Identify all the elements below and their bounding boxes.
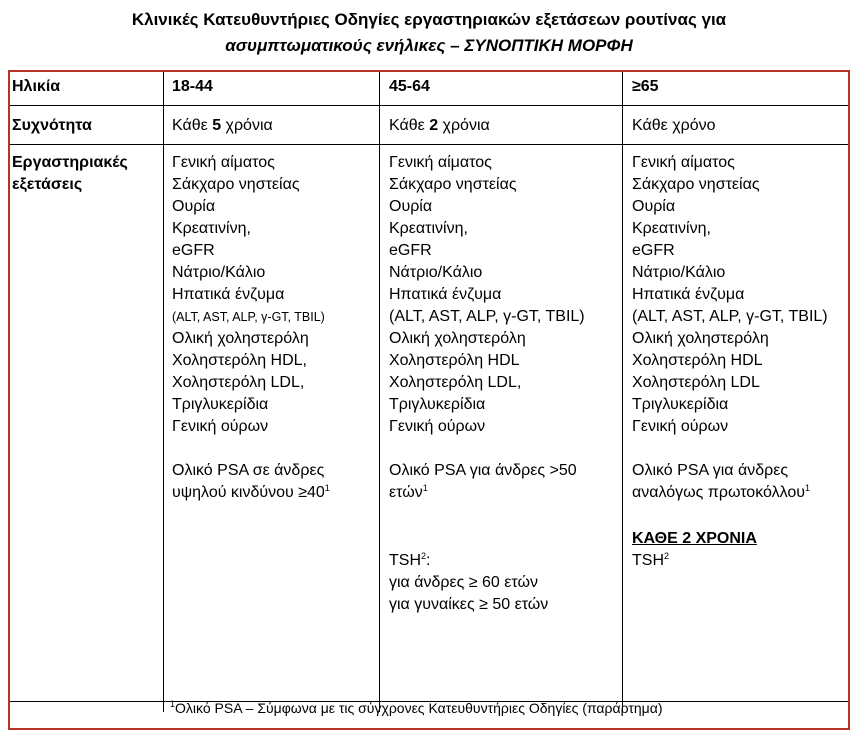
list-item: eGFR — [632, 242, 675, 259]
document-title-line1: Κλινικές Κατευθυντήριες Οδηγίες εργαστηριακών εξετάσεων ρουτίνας για — [131, 10, 727, 29]
list-item: Χοληστερόλη LDL — [632, 374, 760, 391]
list-item: Κρεατινίνη, — [172, 220, 251, 237]
column-divider — [622, 72, 623, 712]
list-item: Χοληστερόλη LDL, — [172, 374, 305, 391]
list-item: Νάτριο/Κάλιο — [389, 264, 483, 281]
age-group-header: ≥65 — [632, 78, 659, 95]
list-item: Χοληστερόλη HDL — [632, 352, 763, 369]
footnote: $^1$Ολικό PSA – Σύμφωνα με τις σύγχρονες Κατευθυντήριες Οδηγίες (παράρτημα) — [170, 699, 663, 716]
age-group-header: 45-64 — [389, 78, 430, 95]
list-item: Σάκχαρο νηστείας — [389, 176, 517, 193]
tests-list — [632, 152, 828, 438]
tests-list — [172, 152, 325, 438]
every-two-years-heading: ΚΑΘΕ 2 ΧΡΟΝΙΑ — [632, 530, 757, 547]
list-item: Ουρία — [389, 198, 433, 215]
liver-enzymes-detail: (ALT, AST, ALP, γ-GT, TBIL) — [632, 308, 828, 325]
list-item: Γενική ούρων — [172, 418, 269, 435]
tests-list — [389, 152, 585, 438]
list-item: Ηπατικά ένζυμα — [632, 286, 745, 303]
list-item: Ολική χοληστερόλη — [632, 330, 769, 347]
list-item: Χοληστερόλη HDL, — [172, 352, 307, 369]
psa-note: Ολικό PSA σε άνδρες υψηλού $\kappa\iota\nu\delta ύ\nu o\upsilon \ge 40^1$ — [172, 462, 330, 501]
list-item: Ολική χοληστερόλη — [172, 330, 309, 347]
list-item: Κρεατινίνη, — [632, 220, 711, 237]
list-item: Νάτριο/Κάλιο — [632, 264, 726, 281]
tsh-note: TSH$^2$ — [632, 551, 670, 569]
list-item: Τριγλυκερίδια — [172, 396, 269, 413]
tsh-note: TSH$^2$: για άνδρες ≥ 60 ετών για γυναίκες ≥ 50 ετών — [389, 551, 549, 613]
list-item: Χοληστερόλη LDL, — [389, 374, 522, 391]
list-item: Κρεατινίνη, — [389, 220, 468, 237]
list-item: Γενική ούρων — [632, 418, 729, 435]
list-item: Γενική αίματος — [389, 154, 492, 171]
liver-enzymes-detail: (ALT, AST, ALP, γ-GT, TBIL) — [172, 310, 325, 324]
list-item: Γενική ούρων — [389, 418, 486, 435]
column-divider — [379, 72, 380, 712]
row-label-frequency: Συχνότητα — [12, 117, 92, 134]
list-item: Ουρία — [632, 198, 676, 215]
list-item: Ηπατικά ένζυμα — [389, 286, 502, 303]
liver-enzymes-detail: (ALT, AST, ALP, γ-GT, TBIL) — [389, 308, 585, 325]
row-label-tests: Εργαστηριακές εξετάσεις — [12, 154, 128, 193]
list-item: Τριγλυκερίδια — [632, 396, 729, 413]
list-item: Ηπατικά ένζυμα — [172, 286, 285, 303]
row-label-age: Ηλικία — [12, 78, 61, 95]
list-item: eGFR — [389, 242, 432, 259]
row-divider — [10, 144, 848, 145]
row-divider — [10, 105, 848, 106]
list-item: Χοληστερόλη HDL — [389, 352, 520, 369]
list-item: Τριγλυκερίδια — [389, 396, 486, 413]
list-item: Νάτριο/Κάλιο — [172, 264, 266, 281]
list-item: Γενική αίματος — [172, 154, 275, 171]
frequency-value: Κάθε χρόνο — [632, 117, 716, 134]
frequency-value: Κάθε 2 χρόνια — [389, 117, 490, 134]
list-item: Ολική χοληστερόλη — [389, 330, 526, 347]
list-item: Σάκχαρο νηστείας — [632, 176, 760, 193]
frequency-value: Κάθε 5 χρόνια — [172, 117, 273, 134]
list-item: Σάκχαρο νηστείας — [172, 176, 300, 193]
age-group-header: 18-44 — [172, 78, 213, 95]
document-title-line2: ασυμπτωματικούς ενήλικες – ΣΥΝΟΠΤΙΚΗ ΜΟΡΦΗ — [225, 36, 633, 55]
list-item: eGFR — [172, 242, 215, 259]
psa-note: Ολικό PSA για άνδρες αναλόγως πρωτοκόλλου$^1$ — [632, 462, 811, 501]
list-item: Ουρία — [172, 198, 216, 215]
column-divider — [163, 72, 164, 712]
list-item: Γενική αίματος — [632, 154, 735, 171]
psa-note: Ολικό PSA για άνδρες >50 ετών$^1$ — [389, 462, 577, 501]
